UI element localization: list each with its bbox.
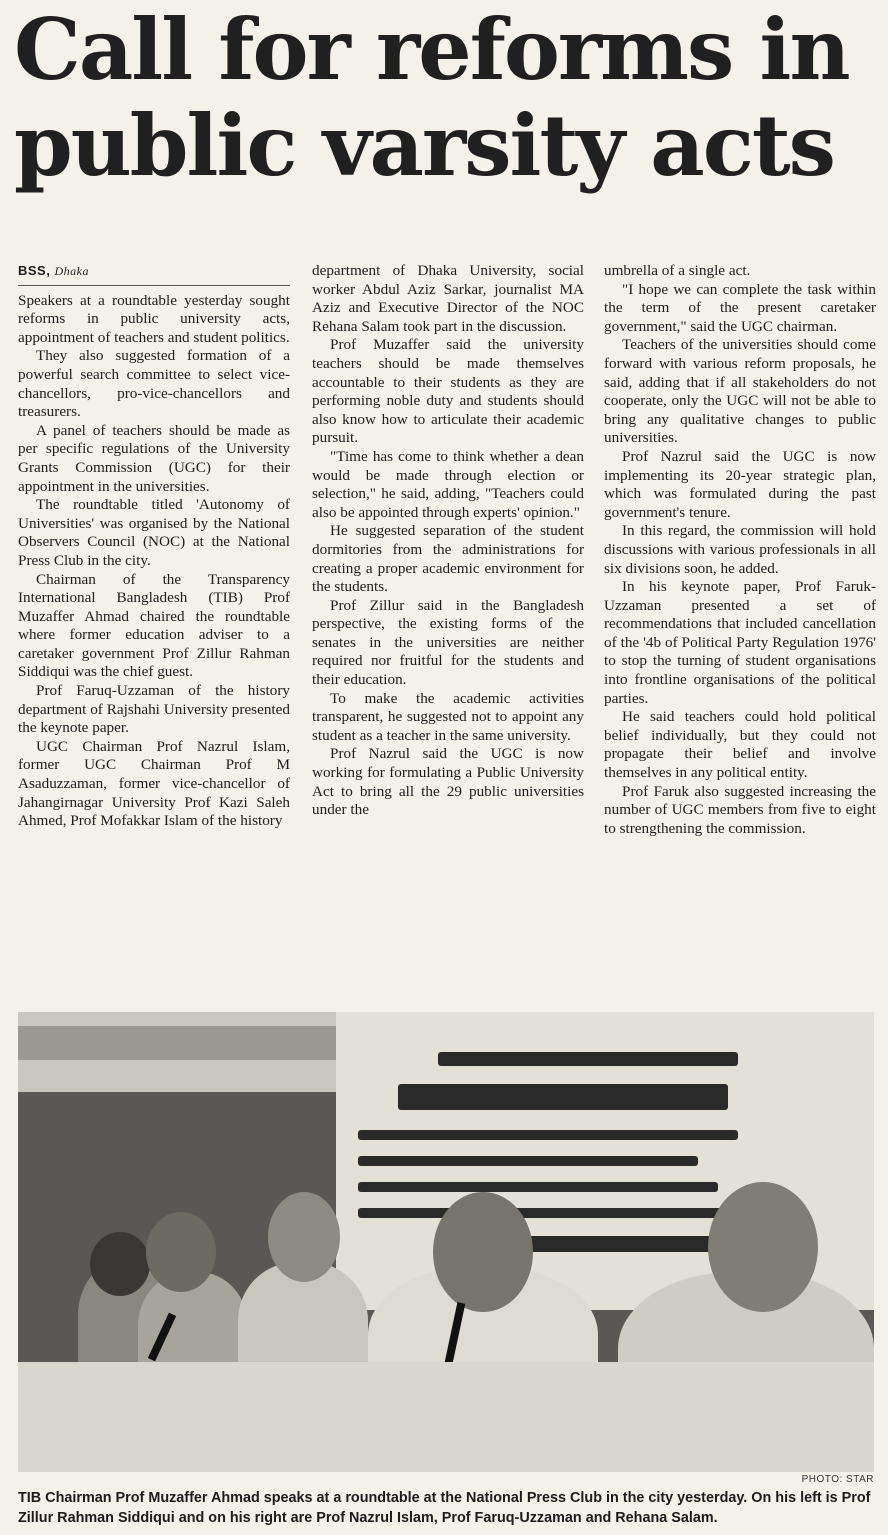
headline-line-2: public varsity acts <box>14 96 834 195</box>
article-column-1 <box>18 262 290 831</box>
paragraph: In his keynote paper, Prof Faruk-Uzzaman presented a set of recommendations that included cancellation of the '4b of Political Party Regulation 1976' to stop the turning of student organisations into frontline organisations of the political parties. <box>604 578 876 707</box>
person-head <box>90 1232 150 1296</box>
byline-place: Dhaka <box>54 264 89 278</box>
paragraph: Prof Nazrul said the UGC is now implementing its 20-year strategic plan, which was formulated during the past government's tenure. <box>604 447 876 521</box>
paragraph: Teachers of the universities should come forward with various reform proposals, he said, adding that if all stakeholders do not cooperate, only the UGC will not be able to bring any qualitative changes to public universities. <box>604 336 876 447</box>
photo-table <box>18 1362 874 1472</box>
news-photo <box>18 1012 874 1472</box>
byline <box>18 262 290 286</box>
headline-line-1: Call for reforms in <box>14 0 849 99</box>
paragraph: Chairman of the Transparency International Bangladesh (TIB) Prof Muzaffer Ahmad chaired the roundtable where former education adviser to a caretaker government Prof Zillur Rahman Siddiqui was the chief guest. <box>18 570 290 681</box>
paragraph: He said teachers could hold political belief individually, but they could not propagate their belief and involve themselves in any political entity. <box>604 708 876 782</box>
paragraph: Prof Zillur said in the Bangladesh perspective, the existing forms of the senates in the universities are neither required nor fruitful for the students and their education. <box>312 596 584 689</box>
article-column-2 <box>312 262 584 820</box>
person-head <box>146 1212 216 1292</box>
paragraph: The roundtable titled 'Autonomy of Universities' was organised by the National Observers Council (NOC) at the National Press Club in the city. <box>18 496 290 569</box>
paragraph: Speakers at a roundtable yesterday sought reforms in public university acts, appointment of teachers and student politics. <box>18 291 290 346</box>
banner-text-stroke <box>398 1084 728 1110</box>
paragraph: In this regard, the commission will hold discussions with various professionals in all six divisions soon, he added. <box>604 522 876 577</box>
paragraph: "Time has come to think whether a dean would be made through election or selection," he said, adding, "Teachers could also be appointed through experts' opinion." <box>312 447 584 521</box>
paragraph: umbrella of a single act. <box>604 262 751 279</box>
person-head <box>268 1192 340 1282</box>
byline-agency: BSS, <box>18 263 51 278</box>
banner-text-stroke <box>358 1130 738 1140</box>
photo-credit: PHOTO: STAR <box>801 1474 874 1485</box>
paragraph: He suggested separation of the student dormitories from the administrations for creating a proper academic environment for the students. <box>312 522 584 596</box>
photo-caption: TIB Chairman Prof Muzaffer Ahmad speaks at a roundtable at the National Press Club in the city yesterday. On his left is Prof Zillur Rahman Siddiqui and on his right are Prof Nazrul Islam, Prof Faruq-Uzzaman and Rehana Salam. <box>18 1490 871 1526</box>
paragraph: Prof Faruq-Uzzaman of the history department of Rajshahi University presented the keynote paper. <box>18 682 290 737</box>
person-head <box>708 1182 818 1312</box>
banner-text-stroke <box>358 1156 698 1166</box>
paragraph: UGC Chairman Prof Nazrul Islam, former UGC Chairman Prof M Asaduzzaman, former vice-chancellor of Jahangirnagar University Prof Kazi Saleh Ahmed, Prof Mofakkar Islam of the history <box>18 737 290 830</box>
banner-text-stroke <box>438 1052 738 1066</box>
banner-text-stroke <box>358 1182 718 1192</box>
headline <box>14 2 880 194</box>
paragraph: department of Dhaka University, social worker Abdul Aziz Sarkar, journalist MA Aziz and Executive Director of the NOC Rehana Salam took part in the discussion. <box>312 262 584 335</box>
person-head <box>433 1192 533 1312</box>
paragraph: Prof Nazrul said the UGC is now working for formulating a Public University Act to bring all the 29 public universities under the <box>312 745 584 819</box>
article-column-3 <box>604 262 876 838</box>
paragraph: Prof Muzaffer said the university teachers should be made themselves accountable to their students as they are performing noble duty and students should also know how to articulate their academic pursuit. <box>312 336 584 447</box>
paragraph: A panel of teachers should be made as per specific regulations of the University Grants Commission (UGC) for their appointment in the universities. <box>18 421 290 495</box>
paragraph: To make the academic activities transparent, he suggested not to appoint any student as a teacher in the same university. <box>312 689 584 744</box>
paragraph: "I hope we can complete the task within the term of the present caretaker government," said the UGC chairman. <box>604 280 876 335</box>
paragraph: They also suggested formation of a powerful search committee to select vice-chancellors, pro-vice-chancellors and treasurers. <box>18 347 290 421</box>
paragraph: Prof Faruk also suggested increasing the number of UGC members from five to eight to strengthening the commission. <box>604 782 876 837</box>
